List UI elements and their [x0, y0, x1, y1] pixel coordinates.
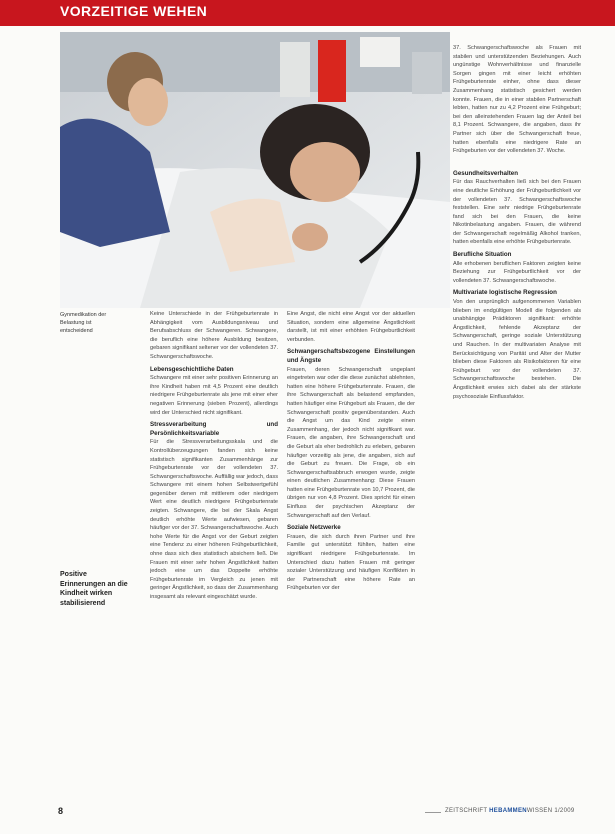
article-photo: [60, 32, 450, 308]
col3-paragraph-regression: Von den ursprünglich aufgenommenen Variablen blieben im endgültigen Modell die folgenden als unabhängige Prädiktoren signifikant: erhöhte Ängstlichkeit, fehlende Akzeptanz der Schwangerschaft, geringe soziale Unterstützung und Rauchen. In der multivariaten Analyse mit Berücksichtigung von Parität und Alter der Mutter blieben diese Faktoren als Risikofaktoren für eine Frühgeburt vor der vollendeten 37. Schwangerschaftswoche bestehen. Die Ängstlichkeit erwies sich dabei als der stärkste psychosoziale Einflussfaktor.: [453, 299, 581, 400]
col3-heading-regression: Multivariate logistische Regression: [453, 289, 557, 297]
section-header: [0, 0, 615, 26]
footer-label-pre: ZEITSCHRIFT: [445, 808, 490, 814]
col3-paragraph: 37. Schwangerschaftswoche als Frauen mit stabilen und unterstützenden Beziehungen. Auch ungünstige Wohnverhältnisse und finanzielle Sorgen gingen mit einer leicht erhöhten Frühgeburtenrate einher, ohne dass dieser Zusammenhang statistisch gesichert werden konnte. Frauen, die in einer stabilen Partnerschaft lebten, hatten nur zu 4,2 Prozent eine Frühgeburt; bei den alleinstehenden Frauen lag der Anteil bei 8,1 Prozent. Schwangere, die angaben, dass ihr Partner sich über die Schwangerschaft freue, hatten ebenfalls eine niedrigere Rate an Frühgeburten vor der vollendeten 37. Woche.: [453, 45, 581, 155]
col1-paragraph-life: Schwangere mit einer sehr positiven Erinnerung an ihre Kindheit haben mit 4,5 Prozent eine deutlich niedrigere Frühgeburtenrate als jene mit einer eher negativen Erinnerung (sieben Prozent), allerdings wird der Unterschied nicht signifikant.: [150, 375, 278, 416]
footer-brand: HEBAMMEN: [489, 808, 527, 814]
col2-heading-social: Soziale Netzwerke: [287, 524, 341, 532]
footer-label: [445, 808, 574, 814]
section-title: VORZEITIGE WEHEN: [60, 3, 208, 19]
col2-paragraph-social: Frauen, die sich durch ihren Partner und ihre Familie gut unterstützt fühlten, hatten eine signifikant niedrigere Frühgeburtenrate. Im Unterschied dazu hatten Frauen mit geringer sozialer Unterstützung und häufigen Konflikten in der Partnerschaft eine höhere Rate an Frühgeburten vor der: [287, 533, 415, 592]
column-3: [453, 44, 581, 802]
col3-paragraph-health: Für das Rauchverhalten ließ sich bei den Frauen eine deutliche Erhöhung der Frühgeburtlichkeit vor der vollendeten 37. Schwangerschaftswoche feststellen. Eine sehr niedrige Frühgeburtenrate fand sich bei den Frauen, die keine Nikotinbelastung angaben. Frauen, die während der Schwangerschaft regelmäßig Alkohol tranken, hatten ebenfalls eine erhöhte Frühgeburtenrate.: [453, 179, 581, 246]
col1-heading-life: Lebensgeschichtliche Daten: [150, 365, 234, 373]
col1-paragraph: Keine Unterschiede in der Frühgeburtenrate in Abhängigkeit vom Ausbildungsniveau und Berufsabschluss der Schwangeren. Schwangere, die beruflich eine höhere Ausbildung besitzen, gebaren signifikant seltener vor der vollendeten 37. Schwangerschaftswoche.: [150, 311, 278, 360]
column-2: [287, 310, 415, 802]
col3-paragraph-job: Alle erhobenen beruflichen Faktoren zeigten keine Beziehung zur Frühgeburtlichkeit vor der vollendeten 37. Schwangerschaftswoche.: [453, 260, 581, 284]
photo-caption: Gynmedikation der Belastung ist entscheidend: [60, 312, 107, 334]
column-1: [150, 310, 278, 802]
col1-paragraph-stress: Für die Stressverarbeitungsskala und die Kontrollüberzeugungen fanden sich keine statistisch signifikanten Zusammenhänge zur Frühgeburtenrate vor der vollendeten 37. Schwangerschaftswoche. Auffällig war jedoch, dass Schwangere mit einem hohen Selbstwertgefühl gegenüber denen mit mittlerem oder niedrigem Wert eine deutlich niedrigere Frühgeburtenrate zeigten. Schwangere, die bei der Skala Angst deutlich erhöhte Werte aufwiesen, gebaren häufiger vor der 37. Schwangerschaftswoche. Auch hohe Werte für die Angst vor der Geburt zeigten eine Tendenz zu einer höheren Frühgeburtlichkeit, ohne dass sich dies statistisch absichern ließ. Die Frauen mit einer sehr hohen Ängstlichkeit hatten jedoch eine um das Doppelte erhöhte Frühgeburtenrate im Vergleich zu jenen mit geringer Ängstlichkeit, so dass der Zusammenhang insgesamt als relevant eingeschätzt wurde.: [150, 439, 278, 600]
col3-heading-health: Gesundheitsverhalten: [453, 169, 518, 177]
col1-heading-stress: Stressverarbeitung und Persönlichkeitsvariable: [150, 421, 278, 437]
footer-label-post: WISSEN 1/2009: [526, 808, 575, 814]
photo-illustration: [60, 32, 450, 308]
col2-heading-attitudes: Schwangerschaftsbezogene Einstellungen und Ängste: [287, 348, 415, 364]
col2-paragraph-attitudes: Frauen, deren Schwangerschaft ungeplant eingetreten war oder die diese zunächst ablehnten, hatten eine höhere Frühgeburtenrate. Frauen, die ihre Schwangerschaft als belastend empfanden, hatten häufiger eine Frühgeburt als Frauen, die der Schwangerschaft positiv gegenüberstanden. Auch die Angst um das Kind zeigte einen Zusammenhang, der jedoch nicht signifikant war. Frauen, die angaben, ihre Schwangerschaft und die Geburt als eher bedrohlich zu erleben, gebaren häufiger vorzeitig als jene, die angaben, sich auf die Geburt zu freuen. Die Frage, ob ein Schwangerschaftsabbruch erwogen wurde, zeigte einen deutlichen Zusammenhang: Diese Frauen hatten eine Frühgeburtenrate von 10,7 Prozent, die übrigen nur von 4,8 Prozent. Dies spricht für einen Einfluss der psychischen Akzeptanz der Schwangerschaft auf den Verlauf.: [287, 366, 415, 519]
page-number: 8: [58, 806, 64, 816]
col3-heading-job: Berufliche Situation: [453, 251, 512, 259]
footer-rule: [425, 812, 441, 813]
sidebar-heading: Positive Erinnerungen an die Kindheit wirken stabilisierend: [60, 571, 128, 607]
col2-paragraph: Eine Angst, die nicht eine Angst vor der aktuellen Situation, sondern eine allgemeine Ängstlichkeit darstellt, ist mit einer erhöhten Frühgeburtlichkeit verbunden.: [287, 311, 415, 343]
